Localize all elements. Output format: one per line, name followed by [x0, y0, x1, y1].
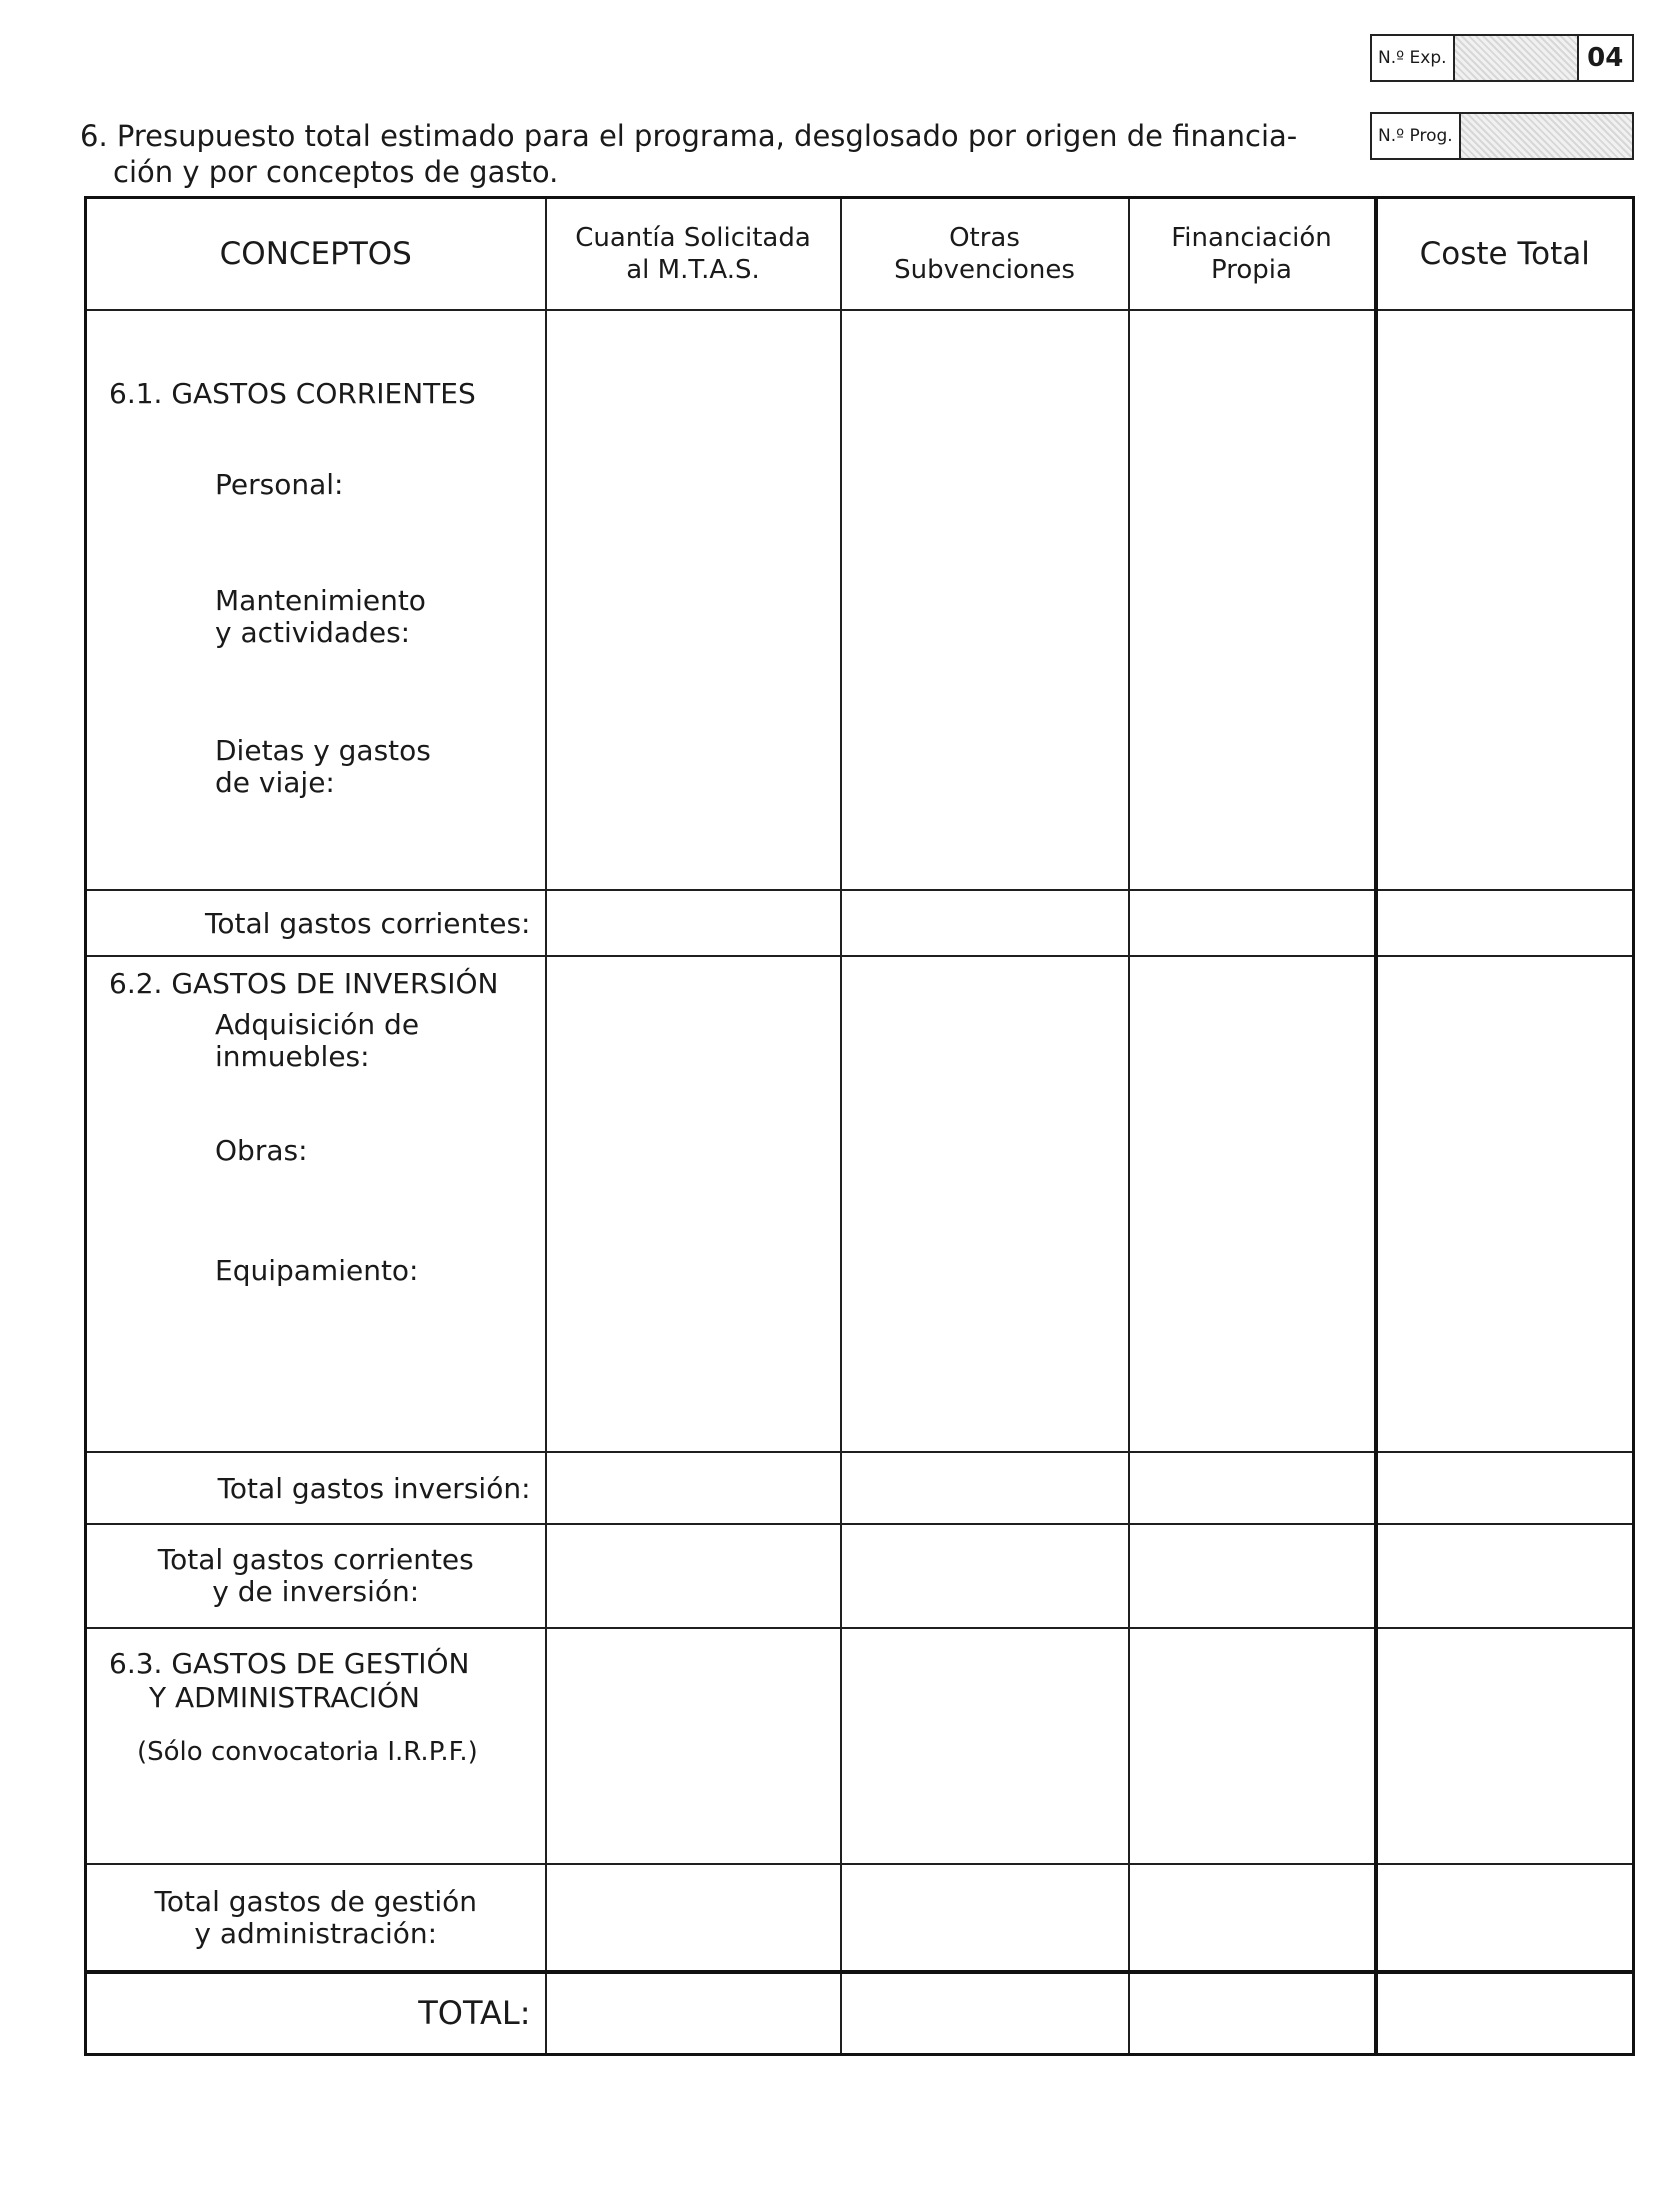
- corrientes-otras-cell[interactable]: [841, 310, 1129, 890]
- inversion-otras-cell[interactable]: [841, 956, 1129, 1452]
- corrientes-coste-cell[interactable]: [1376, 310, 1634, 890]
- section-heading-line1: 6. Presupuesto total estimado para el programa, desglosado por origen de financia-: [80, 119, 1298, 153]
- gastos-gestion-title-line2: Y ADMINISTRACIÓN: [149, 1681, 420, 1714]
- programa-number-box: [1370, 112, 1634, 160]
- total-gestion-label: [86, 1864, 546, 1972]
- total-gestion-otras-cell[interactable]: [841, 1864, 1129, 1972]
- total-inversion-otras-cell[interactable]: [841, 1452, 1129, 1524]
- total-gestion-row: [86, 1864, 1634, 1972]
- grand-total-label: TOTAL:: [86, 1972, 546, 2054]
- equipamiento-label: Equipamiento:: [215, 1254, 419, 1287]
- total-corrientes-cuantia-cell[interactable]: [546, 890, 841, 956]
- dietas-label-line1: Dietas y gastos: [215, 734, 431, 767]
- adquisicion-label-line2: inmuebles:: [215, 1040, 370, 1073]
- gestion-otras-cell[interactable]: [841, 1628, 1129, 1864]
- header-coste-total: Coste Total: [1376, 198, 1634, 311]
- programa-value-field[interactable]: [1461, 114, 1632, 158]
- total-inversion-label: Total gastos inversión:: [86, 1452, 546, 1524]
- gestion-cuantia-cell[interactable]: [546, 1628, 841, 1864]
- total-gestion-propia-cell[interactable]: [1129, 1864, 1376, 1972]
- header-row: [86, 198, 1634, 311]
- header-propia-line2: Propia: [1211, 255, 1292, 285]
- gastos-gestion-row: [86, 1628, 1634, 1864]
- header-propia-line1: Financiación: [1171, 223, 1332, 253]
- total-corrientes-propia-cell[interactable]: [1129, 890, 1376, 956]
- header-otras-line1: Otras: [949, 223, 1020, 253]
- header-otras-line2: Subvenciones: [894, 255, 1075, 285]
- grand-total-cuantia-cell[interactable]: [546, 1972, 841, 2054]
- total-inversion-row: [86, 1452, 1634, 1524]
- gastos-inversion-row: [86, 956, 1634, 1452]
- total-gestion-cuantia-cell[interactable]: [546, 1864, 841, 1972]
- gastos-gestion-concepts: [86, 1628, 546, 1864]
- programa-label: N.º Prog.: [1372, 114, 1461, 158]
- total-corr-inv-line1: Total gastos corrientes: [157, 1543, 474, 1576]
- total-corrientes-otras-cell[interactable]: [841, 890, 1129, 956]
- total-corr-inv-coste-cell[interactable]: [1376, 1524, 1634, 1628]
- total-inversion-cuantia-cell[interactable]: [546, 1452, 841, 1524]
- header-cuantia-solicitada: [546, 198, 841, 311]
- section-heading-line2: ción y por conceptos de gasto.: [113, 155, 559, 189]
- total-corrientes-inversion-label: [86, 1524, 546, 1628]
- gestion-propia-cell[interactable]: [1129, 1628, 1376, 1864]
- total-inversion-propia-cell[interactable]: [1129, 1452, 1376, 1524]
- expediente-code: 04: [1577, 36, 1632, 80]
- expediente-value-field[interactable]: [1455, 36, 1577, 80]
- total-corrientes-label: Total gastos corrientes:: [86, 890, 546, 956]
- gastos-inversion-title: 6.2. GASTOS DE INVERSIÓN: [109, 967, 499, 1000]
- header-conceptos: CONCEPTOS: [86, 198, 546, 311]
- total-corr-inv-propia-cell[interactable]: [1129, 1524, 1376, 1628]
- grand-total-propia-cell[interactable]: [1129, 1972, 1376, 2054]
- gestion-note: (Sólo convocatoria I.R.P.F.): [137, 1737, 478, 1767]
- personal-label: Personal:: [215, 468, 344, 501]
- total-gestion-line1: Total gastos de gestión: [154, 1884, 478, 1918]
- grand-total-row: [86, 1972, 1634, 2054]
- grand-total-otras-cell[interactable]: [841, 1972, 1129, 2054]
- gastos-corrientes-title: 6.1. GASTOS CORRIENTES: [109, 377, 476, 410]
- inversion-propia-cell[interactable]: [1129, 956, 1376, 1452]
- total-corrientes-row: [86, 890, 1634, 956]
- corrientes-cuantia-cell[interactable]: [546, 310, 841, 890]
- inversion-cuantia-cell[interactable]: [546, 956, 841, 1452]
- header-cuantia-line2: al M.T.A.S.: [626, 255, 760, 285]
- gastos-corrientes-row: [86, 310, 1634, 890]
- inversion-coste-cell[interactable]: [1376, 956, 1634, 1452]
- gastos-gestion-title-line1: 6.3. GASTOS DE GESTIÓN: [109, 1647, 470, 1680]
- mantenimiento-label-line1: Mantenimiento: [215, 584, 426, 617]
- header-otras-subvenciones: [841, 198, 1129, 311]
- expediente-number-box: [1370, 34, 1634, 82]
- grand-total-coste-cell[interactable]: [1376, 1972, 1634, 2054]
- header-cuantia-line1: Cuantía Solicitada: [575, 223, 811, 253]
- total-gestion-line2: y administración:: [194, 1916, 438, 1950]
- total-corr-inv-line2: y de inversión:: [212, 1575, 420, 1608]
- gestion-coste-cell[interactable]: [1376, 1628, 1634, 1864]
- gastos-corrientes-concepts: [86, 310, 546, 890]
- adquisicion-label-line1: Adquisición de: [215, 1008, 420, 1041]
- corrientes-propia-cell[interactable]: [1129, 310, 1376, 890]
- mantenimiento-label-line2: y actividades:: [215, 616, 411, 649]
- budget-table: [84, 196, 1635, 2056]
- total-corrientes-inversion-row: [86, 1524, 1634, 1628]
- header-financiacion-propia: [1129, 198, 1376, 311]
- total-gestion-coste-cell[interactable]: [1376, 1864, 1634, 1972]
- expediente-label: N.º Exp.: [1372, 36, 1455, 80]
- obras-label: Obras:: [215, 1134, 308, 1167]
- total-corr-inv-cuantia-cell[interactable]: [546, 1524, 841, 1628]
- section-heading: [80, 118, 1320, 190]
- total-inversion-coste-cell[interactable]: [1376, 1452, 1634, 1524]
- gastos-inversion-concepts: [86, 956, 546, 1452]
- total-corrientes-coste-cell[interactable]: [1376, 890, 1634, 956]
- total-corr-inv-otras-cell[interactable]: [841, 1524, 1129, 1628]
- dietas-label-line2: de viaje:: [215, 766, 335, 799]
